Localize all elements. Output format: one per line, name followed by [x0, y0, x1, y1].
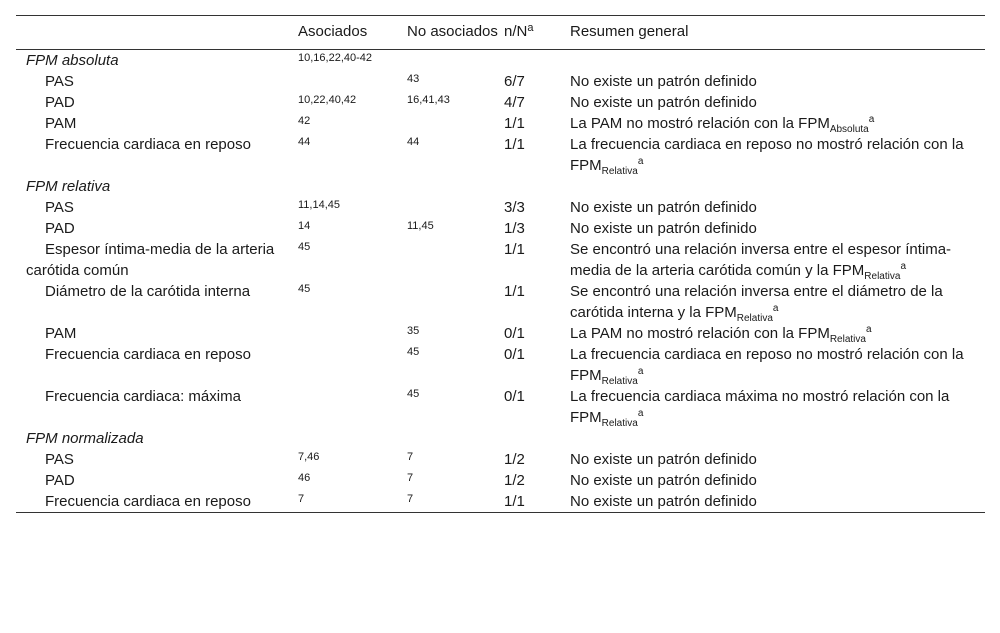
no-asociados-refs [407, 491, 504, 513]
empty-cell [504, 428, 570, 449]
asociados-refs [298, 113, 407, 134]
reference-superscript: 7 [407, 472, 414, 484]
group-title: FPM relativa [26, 178, 111, 195]
table-row [16, 323, 985, 344]
reference-superscript: 10,16,22,40-42 [298, 52, 373, 64]
summary-cell [570, 281, 985, 323]
summary-superscript: a [637, 408, 644, 419]
nn-value: 6/7 [504, 73, 525, 90]
row-label: PAM [45, 325, 77, 342]
no-asociados-refs [407, 470, 504, 491]
header-asociados: Asociados [298, 23, 368, 40]
row-label: PAM [45, 115, 77, 132]
asociados-refs [298, 239, 407, 281]
no-asociados-refs [407, 344, 504, 386]
reference-superscript: 7 [407, 451, 414, 463]
asociados-refs [298, 281, 407, 323]
summary-cell [570, 197, 985, 218]
no-asociados-refs [407, 449, 504, 470]
reference-superscript: 45 [407, 388, 420, 400]
nn-value: 0/1 [504, 346, 525, 363]
nn-value: 3/3 [504, 199, 525, 216]
row-label: PAS [45, 199, 74, 216]
asociados-refs [298, 71, 407, 92]
reference-superscript: 7 [407, 493, 414, 505]
summary-cell [570, 491, 985, 513]
summary-text: La frecuencia cardiaca máxima no mostró relación con la FPM [570, 388, 950, 426]
table-row [16, 344, 985, 386]
asociados-refs [298, 92, 407, 113]
asociados-refs [298, 449, 407, 470]
header-blank [16, 16, 298, 50]
reference-superscript: 11,14,45 [298, 199, 341, 211]
no-asociados-refs [407, 197, 504, 218]
summary-superscript: a [637, 156, 644, 167]
reference-superscript: 11,45 [407, 220, 434, 232]
table-row [16, 92, 985, 113]
summary-text: No existe un patrón definido [570, 493, 757, 510]
row-label: Frecuencia cardiaca en reposo [45, 493, 251, 510]
summary-text: No existe un patrón definido [570, 199, 757, 216]
table-row [16, 239, 985, 281]
summary-text: No existe un patrón definido [570, 73, 757, 90]
no-asociados-refs [407, 113, 504, 134]
group-title: FPM absoluta [26, 52, 119, 69]
header-nn: $n/N^a$ [504, 22, 534, 40]
summary-text: La PAM no mostró relación con la FPM [570, 325, 830, 342]
summary-superscript: a [865, 324, 872, 335]
table-row [16, 386, 985, 428]
row-label: Diámetro de la carótida interna [45, 283, 251, 300]
asociados-refs [298, 491, 407, 513]
no-asociados-refs [407, 386, 504, 428]
table-row [16, 449, 985, 470]
no-asociados-refs [407, 239, 504, 281]
nn-value: 1/2 [504, 472, 525, 489]
group-row-fpm-relativa [16, 176, 985, 197]
nn-value: 0/1 [504, 388, 525, 405]
summary-cell [570, 71, 985, 92]
no-asociados-refs [407, 71, 504, 92]
reference-superscript: 44 [407, 136, 420, 148]
summary-text: La PAM no mostró relación con la FPM [570, 115, 830, 132]
reference-superscript: 10,22,40,42 [298, 94, 357, 106]
summary-cell [570, 344, 985, 386]
asociados-refs [298, 218, 407, 239]
row-label: Frecuencia cardiaca: máxima [45, 388, 241, 405]
summary-text: No existe un patrón definido [570, 472, 757, 489]
asociados-refs [298, 344, 407, 386]
asociados-refs [298, 134, 407, 176]
reference-superscript: 7,46 [298, 451, 320, 463]
summary-subscript: Relativa [864, 271, 901, 282]
summary-superscript: a [637, 366, 644, 377]
row-label: PAD [45, 472, 75, 489]
summary-cell [570, 239, 985, 281]
group-row-fpm-normalizada [16, 428, 985, 449]
reference-superscript: 44 [298, 136, 311, 148]
table-row [16, 470, 985, 491]
summary-cell [570, 470, 985, 491]
summary-text: La frecuencia cardiaca en reposo no mostró relación con la FPM [570, 136, 964, 174]
summary-cell [570, 449, 985, 470]
summary-cell [570, 134, 985, 176]
group-refs [298, 50, 407, 72]
summary-text: No existe un patrón definido [570, 94, 757, 111]
summary-subscript: Relativa [601, 418, 638, 429]
row-label: PAD [45, 220, 75, 237]
summary-cell [570, 218, 985, 239]
table-row [16, 491, 985, 513]
summary-cell [570, 323, 985, 344]
empty-cell [407, 428, 504, 449]
empty-cell [570, 428, 985, 449]
summary-text: Se encontró una relación inversa entre el espesor íntima-media de la arteria carótida común y la FPM [570, 241, 952, 279]
no-asociados-refs [407, 134, 504, 176]
empty-cell [504, 176, 570, 197]
header-resumen: Resumen general [570, 23, 689, 40]
empty-cell [407, 176, 504, 197]
row-label: Frecuencia cardiaca en reposo [45, 136, 251, 153]
nn-value: 1/1 [504, 136, 525, 153]
summary-text: No existe un patrón definido [570, 220, 757, 237]
reference-superscript: 7 [298, 493, 305, 505]
results-table [16, 15, 985, 513]
reference-superscript: 46 [298, 472, 311, 484]
nn-value: 1/3 [504, 220, 525, 237]
summary-subscript: Relativa [601, 376, 638, 387]
summary-text: No existe un patrón definido [570, 451, 757, 468]
group-refs [298, 428, 407, 449]
asociados-refs [298, 470, 407, 491]
row-label: Espesor íntima-media de la arteria carótida común [26, 241, 275, 279]
table-row [16, 218, 985, 239]
reference-superscript: 14 [298, 220, 311, 232]
no-asociados-refs [407, 218, 504, 239]
header-row [16, 16, 985, 50]
summary-text: La frecuencia cardiaca en reposo no mostró relación con la FPM [570, 346, 964, 384]
no-asociados-refs [407, 281, 504, 323]
asociados-refs [298, 323, 407, 344]
table-row [16, 134, 985, 176]
asociados-refs [298, 197, 407, 218]
summary-cell [570, 92, 985, 113]
reference-superscript: 45 [298, 283, 311, 295]
asociados-refs [298, 386, 407, 428]
table-body [16, 50, 985, 513]
reference-superscript: 16,41,43 [407, 94, 450, 106]
summary-subscript: Relativa [829, 334, 866, 345]
summary-subscript: Relativa [736, 313, 773, 324]
empty-cell [407, 50, 504, 72]
summary-superscript: a [868, 114, 875, 125]
nn-value: 4/7 [504, 94, 525, 111]
nn-value: 1/1 [504, 115, 525, 132]
summary-subscript: Absoluta [829, 124, 869, 135]
reference-superscript: 45 [298, 241, 311, 253]
empty-cell [570, 176, 985, 197]
empty-cell [504, 50, 570, 72]
no-asociados-refs [407, 92, 504, 113]
table-row [16, 197, 985, 218]
summary-superscript: a [900, 261, 906, 272]
row-label: PAS [45, 451, 74, 468]
nn-value: 1/1 [504, 241, 525, 258]
summary-cell [570, 386, 985, 428]
nn-value: 1/1 [504, 283, 525, 300]
nn-value: 1/1 [504, 493, 525, 510]
summary-cell [570, 113, 985, 134]
summary-superscript: a [772, 303, 779, 314]
table-row [16, 281, 985, 323]
no-asociados-refs [407, 323, 504, 344]
group-refs [298, 176, 407, 197]
reference-superscript: 45 [407, 346, 420, 358]
summary-text: Se encontró una relación inversa entre el diámetro de la carótida interna y la FPM [570, 283, 943, 321]
group-row-fpm-absoluta [16, 50, 985, 72]
row-label: PAD [45, 94, 75, 111]
reference-superscript: 35 [407, 325, 420, 337]
header-no-asociados: No asociados [407, 23, 498, 40]
row-label: Frecuencia cardiaca en reposo [45, 346, 251, 363]
nn-value: 0/1 [504, 325, 525, 342]
group-title: FPM normalizada [26, 430, 144, 447]
reference-superscript: 43 [407, 73, 420, 85]
table-row [16, 113, 985, 134]
nn-value: 1/2 [504, 451, 525, 468]
empty-cell [570, 50, 985, 72]
reference-superscript: 42 [298, 115, 311, 127]
summary-subscript: Relativa [601, 166, 638, 177]
row-label: PAS [45, 73, 74, 90]
table-row [16, 71, 985, 92]
